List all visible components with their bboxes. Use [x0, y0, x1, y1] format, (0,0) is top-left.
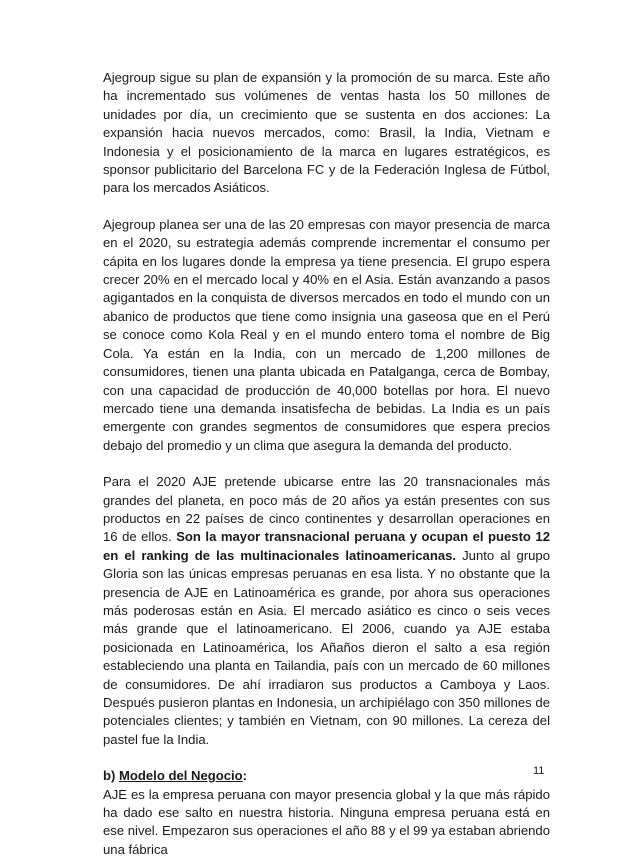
paragraph-3-bold-highlight: Son la mayor transnacional peruana y ocupan el puesto 12 en el ranking de las multinacionales latinoamericanas. [103, 529, 550, 563]
section-colon: : [242, 768, 248, 784]
section-title: Modelo del Negocio [119, 768, 243, 784]
page-number: 11 [533, 765, 545, 777]
document-body [103, 69, 550, 859]
paragraph-2020-strategy: Ajegroup planea ser una de las 20 empresas con mayor presencia de marca en el 2020, su estrategia además comprende incrementar el consumo per cápita en los lugares donde la empresa ya tiene presencia. El grupo espera crecer 20% en el mercado local y 40% en el Asia. Están avanzando a pasos agigantados en la conquista de diversos mercados en todo el mundo con un abanico de productos que tiene como insignia una gaseosa que en el Perú se conoce como Kola Real y en el mundo entero toma el nombre de Big Cola. Ya están en la India, con un mercado de 1,200 millones de consumidores, tienen una planta ubicada en Patalganga, cerca de Bombay, con una capacidad de producción de 40,000 botellas por hora. El nuevo mercado tiene una demanda insatisfecha de bebidas. La India es un país emergente con grandes segmentos de consumidores que espera precios debajo del promedio y un clima que asegura la demanda del producto. [103, 216, 550, 453]
section-letter: b) [103, 768, 119, 784]
paragraph-business-model: AJE es la empresa peruana con mayor presencia global y la que más rápido ha dado ese salto en nuestra historia. Ninguna empresa peruana está en ese nivel. Empezaron sus operaciones el año 88 y el 99 ya estaban abriendo una fábrica [103, 786, 550, 857]
paragraph-3-text-start: Para el 2020 AJE pretende ubicarse entre las 20 transnacionales más grandes del planeta, en poco más de 20 años ya están presentes con sus productos en 22 países de cinco continentes y desarrollan operaciones en 16 de ellos. [103, 474, 550, 545]
paragraph-expansion-plan: Ajegroup sigue su plan de expansión y la promoción de su marca. Este año ha incrementado sus volúmenes de ventas hasta los 50 millones de unidades por día, un crecimiento que se sustenta en dos acciones: La expansión hacia nuevos mercados, como: Brasil, la India, Vietnam e Indonesia y el posicionamiento de la marca en lugares estratégicos, es sponsor publicitario del Barcelona FC y de la Federación Inglesa de Fútbol, para los mercados Asiáticos. [103, 70, 550, 196]
paragraph-transnational-ranking [103, 473, 550, 749]
section-heading-modelo-negocio [103, 767, 550, 785]
paragraph-3-text-end: Junto al grupo Gloria son las únicas empresas peruanas en esa lista. Y no obstante que la presencia de AJE en Latinoamérica es grande, por ahora sus operaciones más poderosas están en Asia. El mercado asiático es cinco o seis veces más grande que el latinoamericano. El 2006, cuando ya AJE estaba posicionada en Latinoamérica, los Añaños dieron el salto a esa región estableciendo una planta en Tailandia, país con un mercado de 60 millones de consumidores. De ahí irradiaron sus productos a Camboya y Laos. Después pusieron plantas en Indonesia, un archipiélago con 350 millones de potenciales clientes; y también en Vietnam, con 90 millones. La cereza del pastel fue la India. [103, 547, 550, 747]
